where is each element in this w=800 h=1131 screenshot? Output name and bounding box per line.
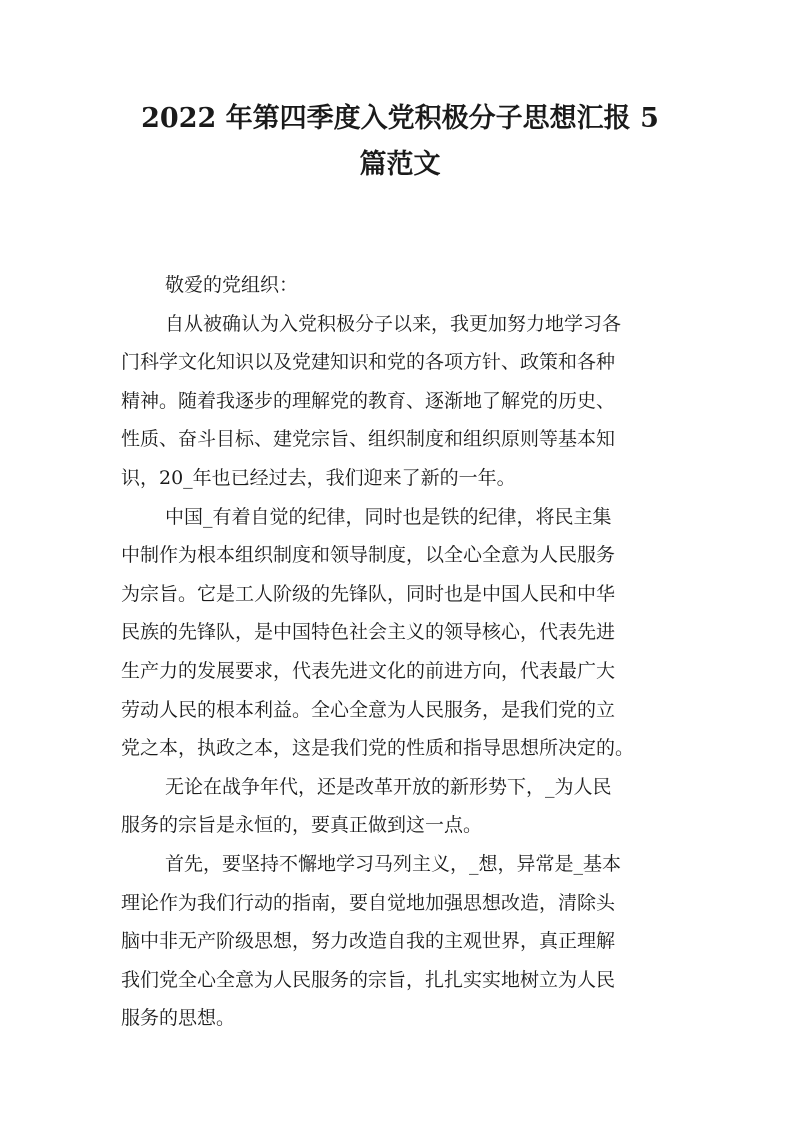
paragraph-line: 首先，要坚持不懈地学习马列主义，_想，异常是_基本	[165, 852, 622, 875]
title-line: 篇范文	[359, 149, 441, 180]
paragraph-line: 生产力的发展要求，代表先进文化的前进方向，代表最广大	[121, 659, 616, 682]
paragraph-line: 劳动人民的根本利益。全心全意为人民服务，是我们党的立	[121, 698, 616, 721]
salutation: 敬爱的党组织：	[165, 274, 299, 296]
paragraph-line: 自从被确认为入党积极分子以来，我更加努力地学习各	[165, 312, 622, 335]
paragraph-line: 理论作为我们行动的指南，要自觉地加强思想改造，清除头	[121, 891, 616, 914]
paragraph	[121, 498, 681, 768]
document-body	[121, 266, 681, 1038]
document-title	[100, 96, 700, 188]
paragraph	[121, 305, 681, 498]
paragraph-line: 门科学文化知识以及党建知识和党的各项方针、政策和各种	[121, 351, 616, 374]
paragraph-line: 性质、奋斗目标、建党宗旨、组织制度和组织原则等基本知	[121, 428, 616, 451]
paragraph-line: 精神。随着我逐步的理解党的教育、逐渐地了解党的历史、	[121, 389, 616, 412]
paragraph-line: 服务的宗旨是永恒的，要真正做到这一点。	[121, 814, 483, 837]
paragraph-line: 服务的思想。	[121, 1007, 236, 1030]
paragraph-line: 民族的先锋队，是中国特色社会主义的领导核心，代表先进	[121, 621, 616, 644]
paragraph-line: 中国_有着自觉的纪律，同时也是铁的纪律，将民主集	[165, 505, 612, 528]
paragraph-line: 识，20_年也已经过去，我们迎来了新的一年。	[121, 466, 516, 489]
paragraph	[121, 768, 681, 845]
paragraph-line: 为宗旨。它是工人阶级的先锋队，同时也是中国人民和中华	[121, 582, 616, 605]
paragraph-line: 党之本，执政之本，这是我们党的性质和指导思想所决定的。	[121, 737, 635, 760]
paragraph-line: 我们党全心全意为人民服务的宗旨，扎扎实实地树立为人民	[121, 968, 616, 991]
paragraph	[121, 845, 681, 1038]
paragraph-line: 脑中非无产阶级思想，努力改造自我的主观世界，真正理解	[121, 930, 616, 953]
paragraph-line: 中制作为根本组织制度和领导制度，以全心全意为人民服务	[121, 544, 616, 567]
title-line: 2022 年第四季度入党积极分子思想汇报 5	[141, 103, 659, 134]
paragraph-line: 无论在战争年代，还是改革开放的新形势下，_为人民	[165, 775, 612, 798]
